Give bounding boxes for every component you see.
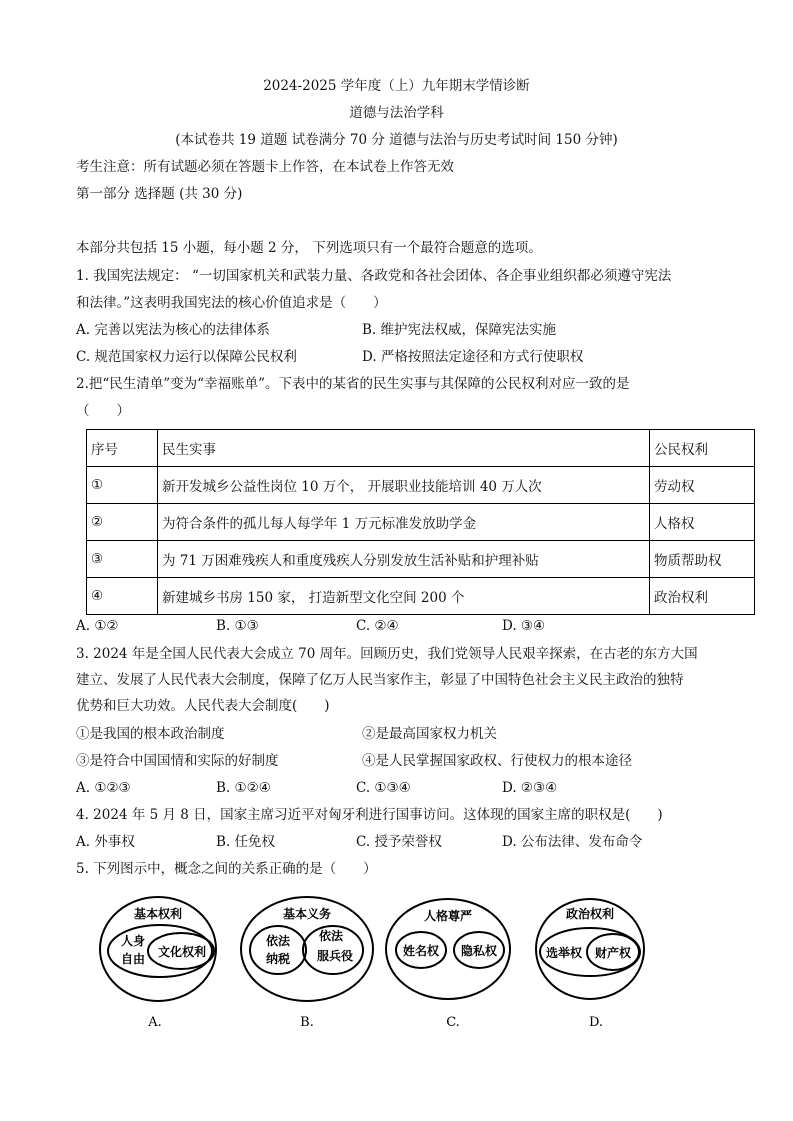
q2-option-a: A. ①②	[76, 618, 119, 634]
q3-option-b: B. ①②④	[216, 780, 271, 796]
table-cell: 为符合条件的孤儿每人每学年 1 万元标准发放助学金	[158, 504, 650, 541]
q4-stem: 4. 2024 年 5 月 8 日，国家主席习近平对匈牙利进行国事访问。这体现的国家主席的职权是( )	[76, 807, 663, 823]
table-header-cell: 民生实事	[158, 430, 650, 467]
right-label: 服兵役	[316, 949, 354, 963]
diagram-b	[241, 897, 373, 1030]
exam-subject: 道德与法治学科	[349, 105, 444, 121]
table-cell: 新开发城乡公益性岗位 10 万个， 开展职业技能培训 40 万人次	[158, 467, 650, 504]
table-row	[87, 504, 755, 541]
table-cell: 新建城乡书房 150 家， 打造新型文化空间 200 个	[158, 578, 650, 615]
table-header-cell: 序号	[87, 430, 158, 467]
exam-title: 2024-2025 学年度（上）九年期末学情诊断	[263, 78, 530, 94]
q5-diagrams	[0, 893, 793, 1053]
option-label: A.	[148, 1015, 162, 1030]
table-cell: ④	[87, 578, 158, 615]
q2-table	[86, 429, 755, 615]
q1-option-d: D. 严格按照法定途径和方式行使职权	[362, 349, 584, 365]
left-label: 依法	[265, 934, 291, 948]
q3-statement-3: ③是符合中国国情和实际的好制度	[76, 753, 279, 769]
outer-label: 基本权利	[133, 907, 183, 921]
table-header-cell: 公民权利	[650, 430, 755, 467]
q2-option-c: C. ②④	[356, 618, 399, 634]
q3-option-d: D. ②③④	[502, 780, 558, 796]
left-label: 姓名权	[402, 944, 440, 958]
q3-statement-1: ①是我国的根本政治制度	[76, 726, 225, 742]
q1-stem-line2: 和法律。”这表明我国宪法的核心价值追求是（ ）	[76, 295, 387, 311]
q4-option-a: A. 外事权	[76, 834, 135, 850]
table-cell: 劳动权	[650, 467, 755, 504]
outer-label: 政治权利	[565, 907, 615, 921]
diagram-d	[536, 899, 644, 1030]
table-cell: 为 71 万困难残疾人和重度残疾人分别发放生活补贴和护理补贴	[158, 541, 650, 578]
part-title: 第一部分 选择题 (共 30 分)	[76, 186, 243, 202]
right-label: 依法	[318, 929, 344, 943]
option-label: D.	[588, 1015, 604, 1030]
diagram-c	[386, 899, 510, 1030]
q2-option-b: B. ①③	[216, 618, 259, 634]
q3-stem-line1: 3. 2024 年是全国人民代表大会成立 70 周年。回顾历史，我们党领导人民艰辛探索，在古老的东方大国	[76, 646, 698, 662]
table-row	[87, 467, 755, 504]
q4-option-b: B. 任免权	[216, 834, 276, 850]
table-header-row	[87, 430, 755, 467]
exam-info: (本试卷共 19 道题 试卷满分 70 分 道德与法治与历史考试时间 150 分钟)	[175, 132, 618, 148]
q4-option-d: D. 公布法律、发布命令	[502, 834, 643, 850]
q2-option-d: D. ③④	[502, 618, 546, 634]
table-cell: ②	[87, 504, 158, 541]
table-row	[87, 578, 755, 615]
table-cell: ③	[87, 541, 158, 578]
q3-option-a: A. ①②③	[76, 780, 131, 796]
q4-option-c: C. 授予荣誉权	[356, 834, 442, 850]
left-label: 自由	[120, 952, 146, 966]
q5-stem: 5. 下列图示中，概念之间的关系正确的是（ ）	[76, 861, 377, 877]
option-label: C.	[446, 1015, 460, 1030]
right-label: 文化权利	[157, 945, 207, 959]
outer-label: 人格尊严	[423, 909, 473, 923]
table-cell: 物质帮助权	[650, 541, 755, 578]
q3-option-c: C. ①③④	[356, 780, 411, 796]
outer-label: 基本义务	[282, 907, 332, 921]
q3-stem-line2: 建立、发展了人民代表大会制度，保障了亿万人民当家作主，彰显了中国特色社会主义民主政治的独特	[76, 672, 684, 688]
diagram-a	[100, 897, 216, 1030]
option-label: B.	[300, 1015, 314, 1030]
table-row	[87, 541, 755, 578]
table-cell: 人格权	[650, 504, 755, 541]
left-label: 人身	[120, 934, 146, 948]
q1-option-a: A. 完善以宪法为核心的法律体系	[76, 322, 270, 338]
q3-statement-4: ④是人民掌握国家政权、行使权力的根本途径	[362, 753, 632, 769]
q1-stem-line1: 1. 我国宪法规定： “一切国家机关和武装力量、各政党和各社会团体、各企事业组织都必须遵守宪法	[76, 268, 672, 284]
q2-stem-line1: 2.把“民生清单”变为“幸福账单”。下表中的某省的民生实事与其保障的公民权利对应一致的是	[76, 376, 630, 392]
q3-stem-line3: 优势和巨大功效。人民代表大会制度( )	[76, 698, 330, 714]
table-cell: 政治权利	[650, 578, 755, 615]
right-label: 隐私权	[460, 944, 498, 958]
left-label: 纳税	[265, 952, 291, 966]
q2-stem-line2: （ ）	[76, 403, 130, 419]
q3-statement-2: ②是最高国家权力机关	[362, 726, 497, 742]
left-label: 选举权	[545, 946, 583, 960]
exam-notice: 考生注意：所有试题必须在答题卡上作答，在本试卷上作答无效	[76, 159, 454, 175]
q1-option-c: C. 规范国家权力运行以保障公民权利	[76, 349, 297, 365]
q1-option-b: B. 维护宪法权威，保障宪法实施	[362, 322, 557, 338]
section-intro: 本部分共包括 15 小题，每小题 2 分， 下列选项只有一个最符合题意的选项。	[76, 240, 542, 256]
right-label: 财产权	[594, 946, 632, 960]
table-cell: ①	[87, 467, 158, 504]
